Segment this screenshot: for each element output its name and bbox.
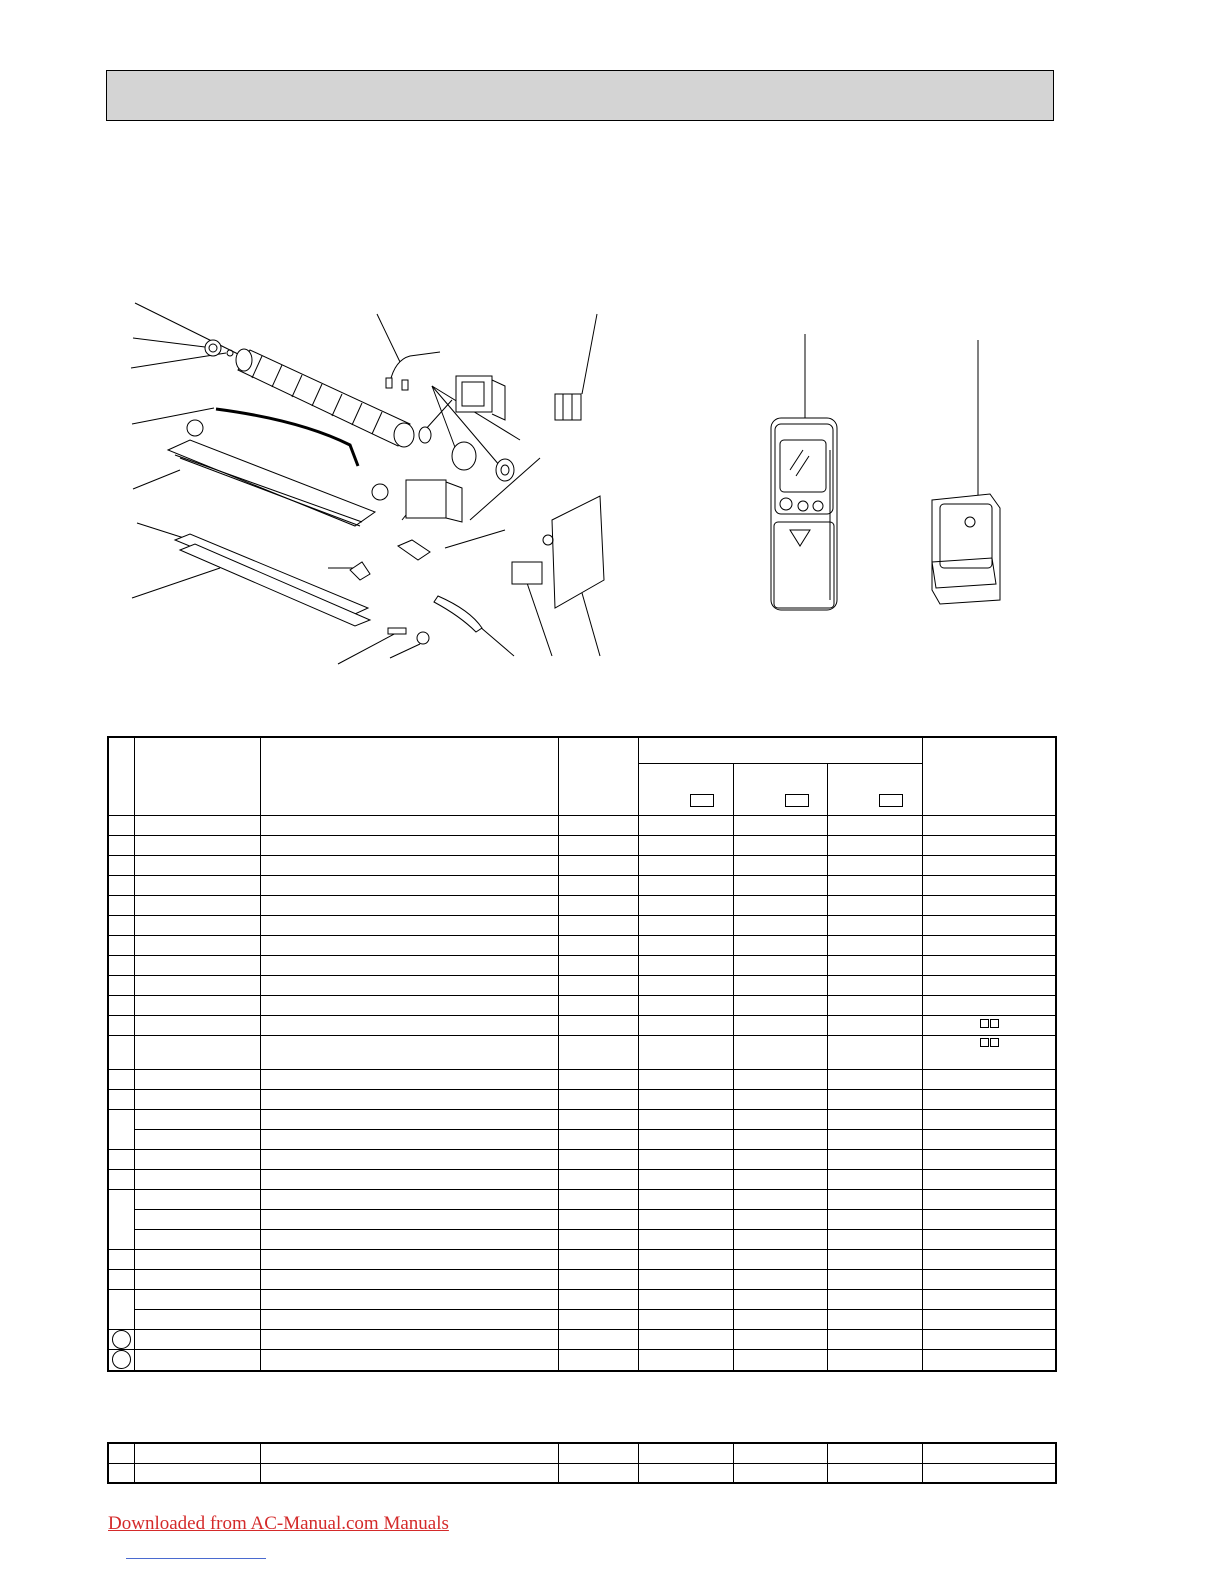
section-header-bar	[106, 70, 1054, 121]
bearing-part	[205, 340, 221, 356]
accessory-parts-table	[107, 1442, 1057, 1484]
grommet	[417, 632, 429, 644]
model-column-3	[827, 763, 922, 815]
table-row	[108, 1149, 1056, 1169]
table-row	[108, 995, 1056, 1015]
nozzle-drain-pan	[168, 440, 375, 526]
leader-line	[582, 314, 597, 394]
remote-holder-drawing	[932, 494, 1000, 604]
circled-number	[112, 1330, 131, 1349]
table-row	[108, 875, 1056, 895]
table-row	[108, 1129, 1056, 1149]
header-cell-symbol	[558, 737, 638, 815]
table-row	[108, 895, 1056, 915]
header-cell-qty-group	[638, 737, 922, 763]
model-column-2	[733, 763, 827, 815]
header-cell-part-no	[134, 737, 260, 815]
leader-line	[445, 530, 505, 548]
drain-hose	[216, 409, 358, 466]
horizontal-vane	[175, 534, 370, 626]
table-row	[108, 815, 1056, 835]
header-cell-part-name	[260, 737, 558, 815]
leader-line	[338, 632, 398, 664]
circled-number	[112, 1350, 131, 1369]
model-box	[785, 794, 809, 807]
footer-underline	[126, 1558, 266, 1559]
leader-line	[133, 470, 180, 489]
holder-part	[350, 562, 370, 580]
table-row	[108, 1249, 1056, 1269]
table-row	[108, 1269, 1056, 1289]
control-pcb	[512, 496, 604, 608]
table-row	[108, 1069, 1056, 1089]
vane-motor	[406, 480, 462, 522]
header-cell-no	[108, 737, 134, 815]
model-box	[690, 794, 714, 807]
table-row	[108, 1109, 1056, 1129]
table-row	[108, 1309, 1056, 1329]
leader-line	[135, 303, 240, 355]
table-row	[108, 1169, 1056, 1189]
leader-line	[132, 408, 214, 424]
source-link[interactable]: Downloaded from AC-Manual.com Manuals	[108, 1513, 449, 1534]
line-flow-fan	[236, 349, 414, 447]
table-row	[108, 935, 1056, 955]
bearing-holder	[187, 420, 203, 436]
bearing-holder	[372, 484, 388, 500]
thermistor	[398, 540, 430, 560]
table-row	[108, 975, 1056, 995]
table-row	[108, 1289, 1056, 1309]
table-header-row	[108, 737, 1056, 763]
table-row	[108, 855, 1056, 875]
table-row	[108, 1089, 1056, 1109]
table-row	[108, 1349, 1056, 1371]
table-row	[108, 1463, 1056, 1483]
table-row	[108, 1015, 1056, 1035]
receiver-lead	[434, 596, 482, 632]
table-row	[108, 1229, 1056, 1249]
section-title	[107, 71, 1053, 99]
table-row	[108, 1329, 1056, 1349]
remote-controller-drawing	[771, 418, 837, 610]
table-row	[108, 1035, 1056, 1069]
leader-line	[526, 580, 552, 656]
leader-line	[133, 338, 205, 347]
leader-line	[132, 568, 220, 598]
leader-line	[377, 314, 400, 362]
terminal-block	[555, 394, 581, 420]
table-row	[108, 835, 1056, 855]
leader-line	[137, 523, 184, 538]
exploded-parts-diagram	[0, 290, 1224, 670]
model-box	[879, 794, 903, 807]
leader-line	[390, 644, 420, 658]
table-row	[108, 1443, 1056, 1463]
remarks-boxes	[922, 1035, 1056, 1069]
parts-table	[107, 736, 1057, 1372]
fan-motor-assembly	[419, 376, 514, 481]
table-row	[108, 1209, 1056, 1229]
heat-exchanger-part	[388, 628, 406, 634]
header-cell-remarks	[922, 737, 1056, 815]
table-row	[108, 955, 1056, 975]
table-row	[108, 915, 1056, 935]
model-column-1	[638, 763, 733, 815]
remarks-boxes	[922, 1015, 1056, 1035]
table-row	[108, 1189, 1056, 1209]
